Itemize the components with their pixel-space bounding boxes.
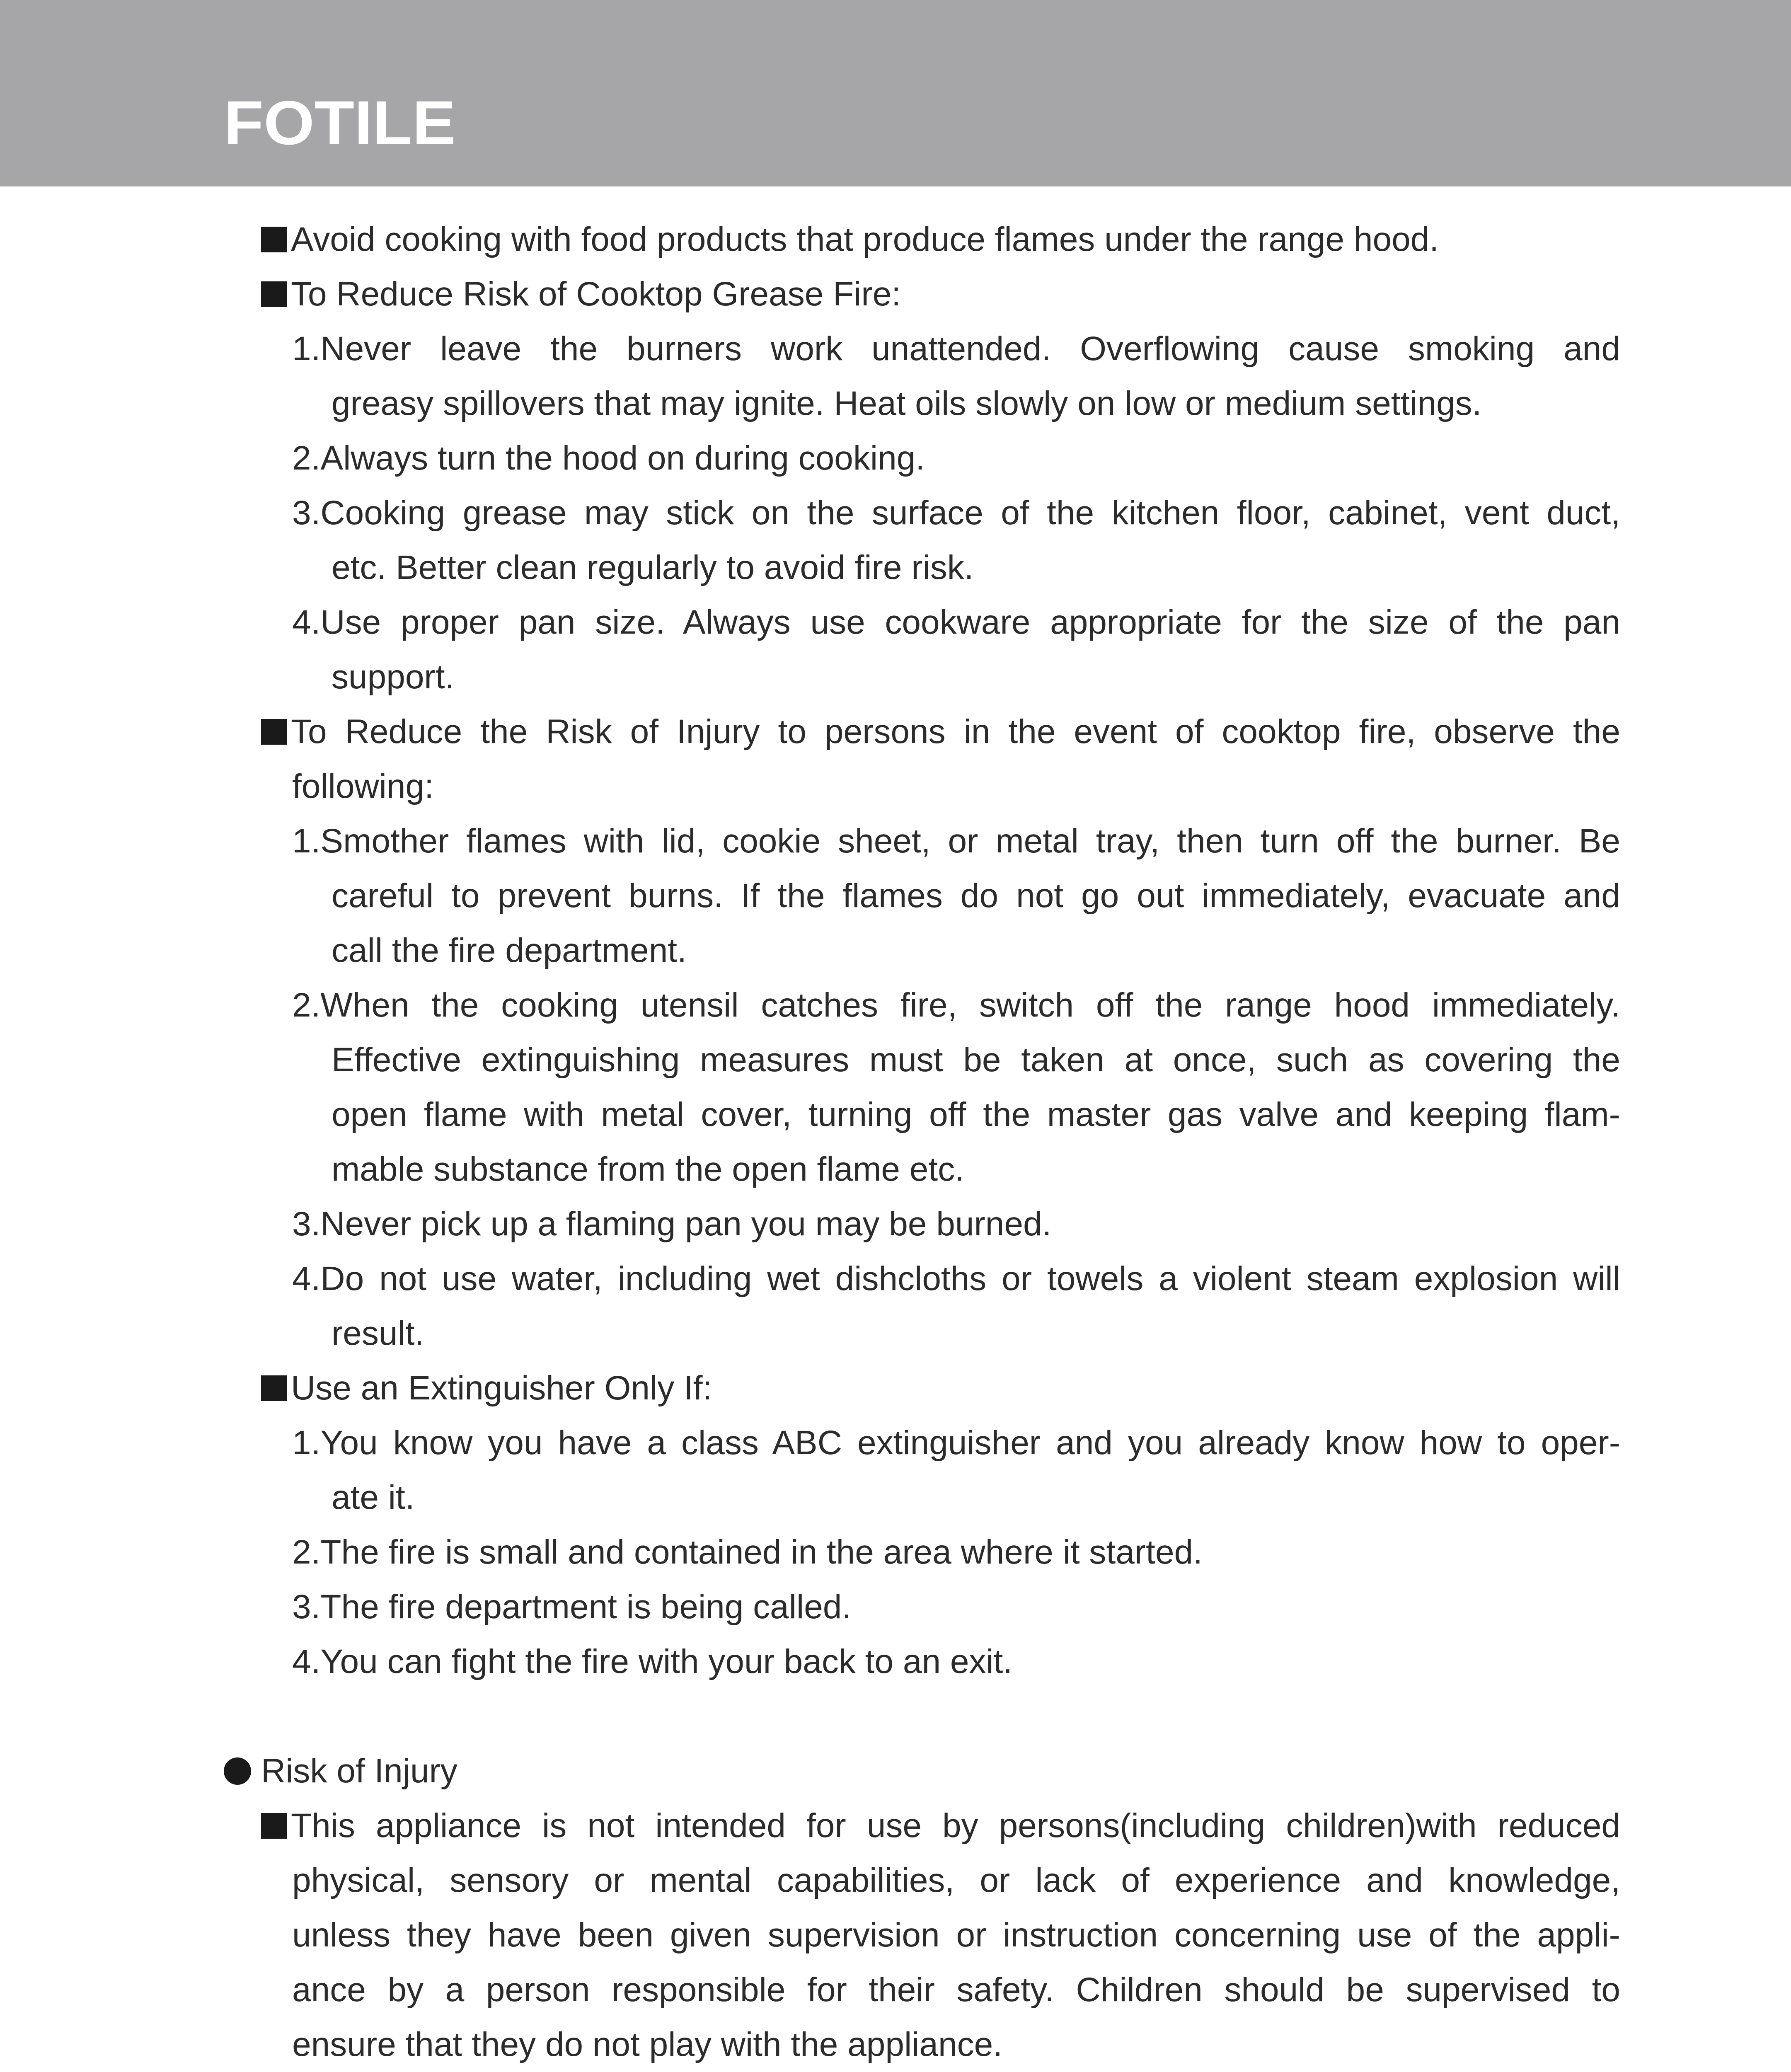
brand-logo-text: FOTILE — [224, 95, 456, 149]
text-line: support. — [332, 658, 455, 696]
text-line: 2.When the cooking utensil catches fire, switch off the range hood immediately. — [292, 986, 1620, 1024]
text-line: 3.Cooking grease may stick on the surface of the kitchen floor, cabinet, vent duct, — [292, 494, 1620, 532]
text-line: unless they have been given supervision or instruction concerning use of the appli- — [292, 1916, 1620, 1954]
square-bullet-icon — [261, 281, 287, 307]
text-line: ate it. — [332, 1479, 415, 1516]
square-bullet-icon — [261, 719, 287, 745]
text-line: ensure that they do not play with the appliance. — [292, 2026, 1003, 2063]
text-line: To Reduce the Risk of Injury to persons in the event of cooktop fire, observe the — [261, 711, 1620, 753]
section-heading: Risk of Injury — [224, 1750, 457, 1792]
text-line: 1.You know you have a class ABC extinguisher and you already know how to oper- — [292, 1424, 1620, 1462]
text-line: 1.Never leave the burners work unattended. Overflowing cause smoking and — [292, 330, 1620, 368]
text-line: Use an Extinguisher Only If: — [261, 1368, 712, 1409]
text-line: etc. Better clean regularly to avoid fire risk. — [332, 549, 974, 586]
text-line: 3.Never pick up a flaming pan you may be burned. — [292, 1205, 1052, 1243]
text-line: mable substance from the open flame etc. — [332, 1150, 964, 1188]
text-line: open flame with metal cover, turning off the master gas valve and keeping flam- — [332, 1096, 1620, 1133]
text-line: physical, sensory or mental capabilities, or lack of experience and knowledge, — [292, 1861, 1620, 1899]
text-line: 2.Always turn the hood on during cooking. — [292, 439, 925, 477]
text-line: 4.You can fight the fire with your back to an exit. — [292, 1643, 1013, 1680]
text-line: This appliance is not intended for use by persons(including children)with reduced — [261, 1805, 1620, 1847]
text-line: 4.Use proper pan size. Always use cookware appropriate for the size of the pan — [292, 603, 1620, 641]
text-line: 1.Smother flames with lid, cookie sheet, or metal tray, then turn off the burner. Be — [292, 822, 1620, 860]
square-bullet-icon — [261, 1813, 287, 1839]
text-line: To Reduce Risk of Cooktop Grease Fire: — [261, 274, 901, 315]
square-bullet-icon — [261, 227, 287, 252]
text-line: ance by a person responsible for their safety. Children should be supervised to — [292, 1971, 1620, 2009]
text-line: Avoid cooking with food products that produce flames under the range hood. — [261, 219, 1439, 260]
text-line: 3.The fire department is being called. — [292, 1588, 852, 1626]
text-line: 2.The fire is small and contained in the area where it started. — [292, 1533, 1203, 1571]
text-line: 4.Do not use water, including wet dishcloths or towels a violent steam explosion will — [292, 1260, 1620, 1297]
text-line: result. — [332, 1314, 424, 1352]
text-line: call the fire department. — [332, 932, 687, 969]
text-line: following: — [292, 767, 434, 805]
round-bullet-icon — [224, 1757, 251, 1785]
text-line: greasy spillovers that may ignite. Heat oils slowly on low or medium settings. — [332, 385, 1482, 422]
text-line: Effective extinguishing measures must be taken at once, such as covering the — [332, 1041, 1620, 1079]
text-line: careful to prevent burns. If the flames do not go out immediately, evacuate and — [332, 877, 1620, 915]
square-bullet-icon — [261, 1375, 287, 1401]
